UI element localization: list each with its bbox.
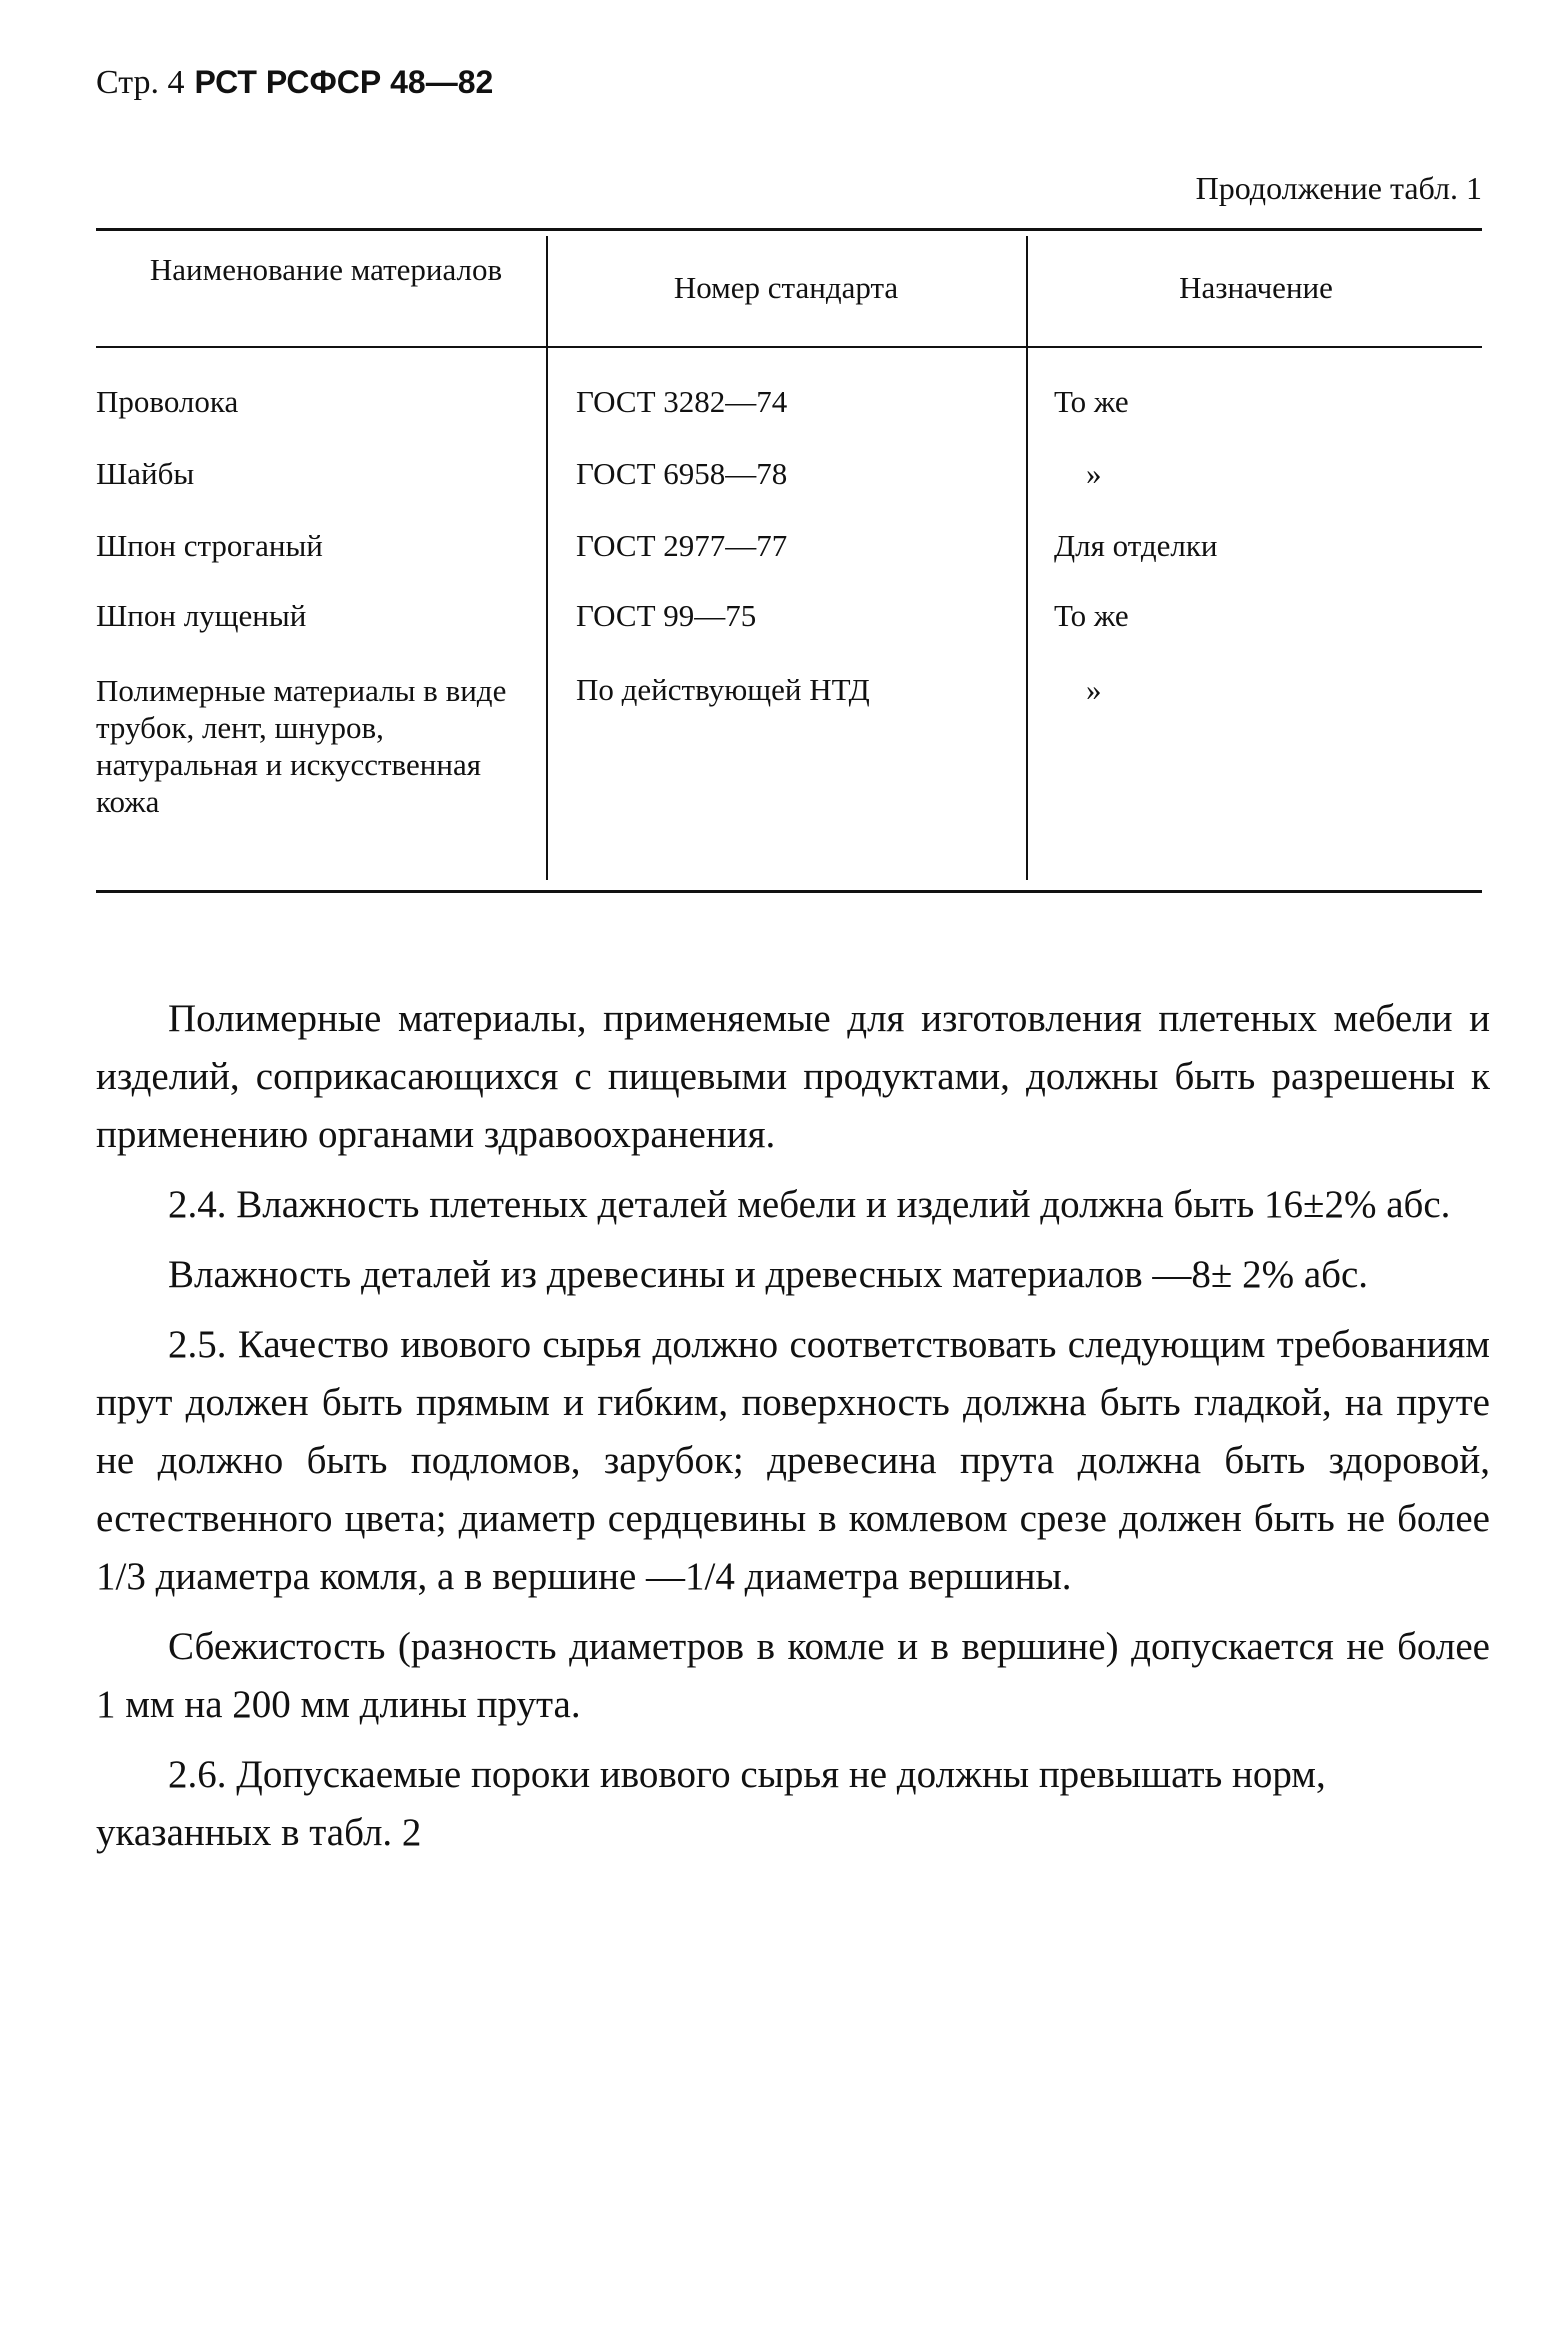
paragraph: Влажность деталей из древесины и древесных материалов —8± 2% абс. (168, 1253, 1369, 1296)
row-purpose: » (1086, 672, 1102, 707)
column-header-standard: Номер стандарта (673, 270, 899, 305)
column-divider (1026, 236, 1028, 880)
row-standard: ГОСТ 99—75 (576, 598, 757, 633)
paragraph: 2.4. Влажность плетеных деталей мебели и изделий должна быть 16±2% абс. (168, 1183, 1451, 1226)
standard-number: РСТ РСФСР 48—82 (194, 64, 494, 100)
materials-table (96, 228, 1482, 894)
table-continuation-label: Продолжение табл. 1 (1195, 170, 1482, 206)
paragraph: 2.5. Качество ивового сырья должно соответствовать следующим требованиям прут должен быть прямым и гибким, поверхность должна быть гладкой, на пруте не должно быть подломов, зарубок; древесина прута должна быть здоровой, естественного цвета; диаметр сердцевины в комлевом срезе должен быть не более 1/3 диаметра комля, а в вершине —1/4 диаметра вершины. (96, 1323, 1490, 1598)
row-standard: ГОСТ 3282—74 (576, 384, 788, 419)
paragraph: Полимерные материалы, применяемые для изготовления плетеных мебели и изделий, соприкасающихся с пищевыми продуктами, должны быть разрешены к применению органами здравоохранения. (96, 997, 1490, 1156)
row-purpose: То же (1054, 384, 1129, 419)
table-top-rule (96, 228, 1482, 231)
row-material: Проволока (96, 384, 239, 419)
row-purpose: » (1086, 456, 1102, 491)
row-material: Полимерные материалы в виде трубок, лент, шнуров, натуральная и искусственная кожа (96, 673, 507, 819)
row-purpose: То же (1054, 598, 1129, 633)
table-header-rule (96, 346, 1482, 348)
page-number: Стр. 4 (96, 64, 185, 101)
body-text (96, 990, 1490, 1874)
row-standard: ГОСТ 6958—78 (576, 456, 788, 491)
row-purpose: Для отделки (1054, 528, 1218, 563)
column-header-materials: Наименование материалов (149, 252, 503, 287)
page-header (96, 64, 493, 102)
row-material: Шпон лущеный (96, 598, 307, 633)
row-material: Шпон строганый (96, 528, 323, 563)
paragraph: Сбежистость (разность диаметров в комле и в вершине) допускается не более 1 мм на 200 мм длины прута. (96, 1625, 1490, 1726)
paragraph: 2.6. Допускаемые пороки ивового сырья не должны превышать норм, указанных в табл. 2 (96, 1753, 1326, 1854)
row-standard: ГОСТ 2977—77 (576, 528, 788, 563)
row-material: Шайбы (96, 456, 195, 491)
row-standard: По действующей НТД (576, 672, 870, 707)
table-bottom-rule (96, 890, 1482, 893)
column-divider (546, 236, 548, 880)
column-header-purpose: Назначение (1179, 270, 1333, 305)
